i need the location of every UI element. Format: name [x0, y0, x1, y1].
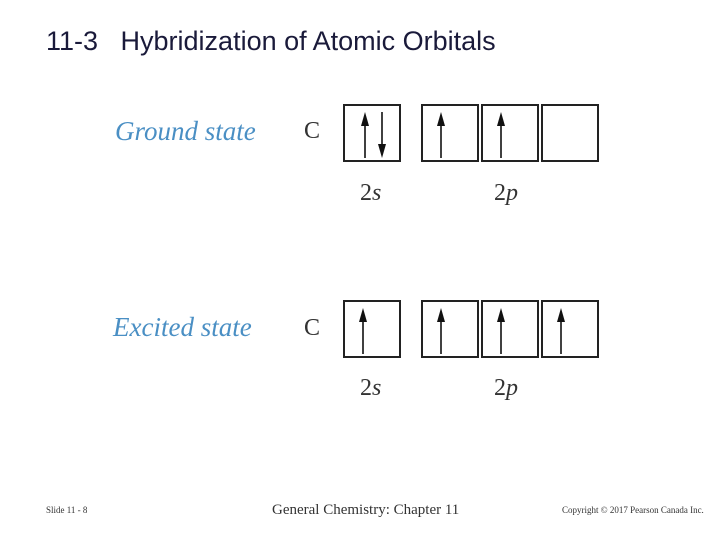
excited-2s-label: 2s: [360, 375, 382, 401]
ground-2s-label: 2s: [360, 180, 382, 206]
electron-spin-up-arrow: [557, 308, 565, 354]
excited-2p-orbital-box-1: [421, 300, 479, 358]
excited-element-symbol: C: [304, 315, 321, 341]
ground-2p-label: 2p: [494, 180, 518, 206]
excited-2p-orbital-box-3: [541, 300, 599, 358]
footer-copyright: Copyright © 2017 Pearson Canada Inc.: [562, 505, 704, 515]
electron-spin-down-arrow: [378, 112, 386, 158]
ground-2p-orbital-box-1: [421, 104, 479, 162]
excited-state-label: Excited state: [113, 312, 252, 342]
ground-2p-orbital-box-3: [541, 104, 599, 162]
ground-2s-orbital-box: [343, 104, 401, 162]
slide-title: 11-3 Hybridization of Atomic Orbitals: [46, 26, 496, 56]
footer-course-title: General Chemistry: Chapter 11: [272, 502, 460, 518]
ground-2p-orbital-box-2: [481, 104, 539, 162]
slide-number: Slide 11 - 8: [46, 505, 88, 515]
electron-spin-up-arrow: [361, 112, 369, 158]
excited-2p-label: 2p: [494, 375, 518, 401]
electron-spin-up-arrow: [497, 308, 505, 354]
excited-2s-orbital-box: [343, 300, 401, 358]
electron-spin-up-arrow: [497, 112, 505, 158]
electron-spin-up-arrow: [437, 308, 445, 354]
electron-spin-up-arrow: [437, 112, 445, 158]
ground-element-symbol: C: [304, 118, 321, 144]
excited-2p-orbital-box-2: [481, 300, 539, 358]
ground-state-label: Ground state: [115, 116, 256, 146]
electron-spin-up-arrow: [359, 308, 367, 354]
